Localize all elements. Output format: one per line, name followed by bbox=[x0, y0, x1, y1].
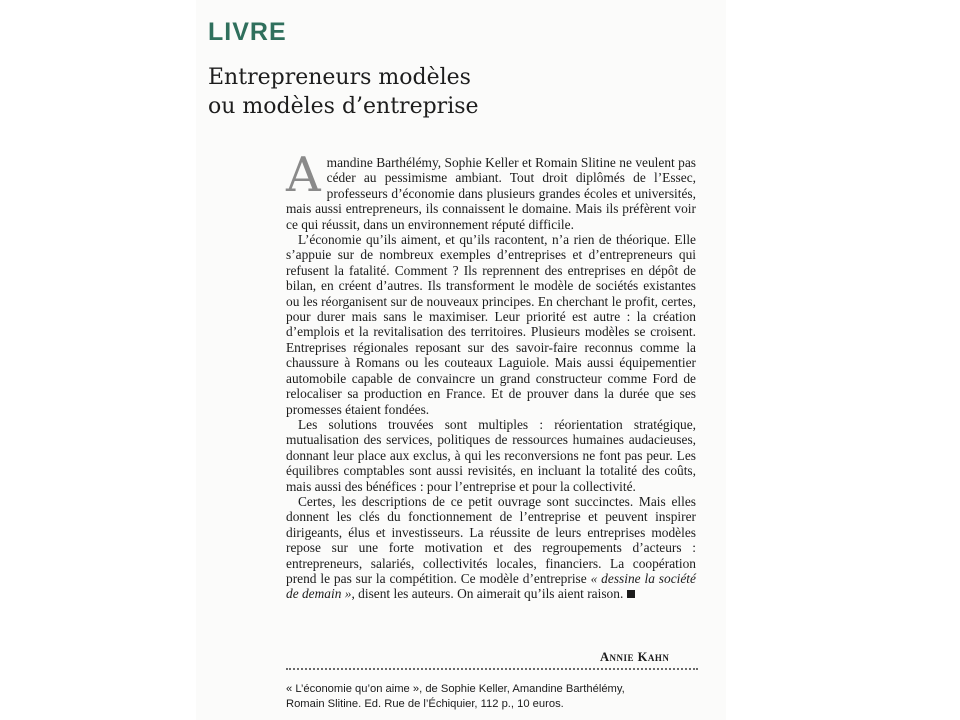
article-paragraph-1-text: mandine Barthélémy, Sophie Keller et Romain Slitine ne veulent pas céder au pessimisme ambiant. Tout droit diplômés de l’Essec, professeurs d’économie dans plusieurs grandes écoles et universités, mais aussi entrepreneurs, ils connaissent le domaine. Mais ils préfèrent voir ce qui réussit, dans un environnement réputé difficile. bbox=[286, 155, 696, 232]
article-paragraph-3: Les solutions trouvées sont multiples : réorientation stratégique, mutualisation des services, politiques de ressources humaines audacieuses, donnant leur place aux exclus, à qui les reconversions ne font pas peur. Les équilibres comptables sont aussi revisités, en incluant la totalité des coûts, mais aussi des bénéfices : pour l’entreprise et pour la collectivité. bbox=[286, 416, 696, 494]
headline-line-1: Entrepreneurs modèles bbox=[208, 65, 471, 90]
article-paragraph-2: L’économie qu’ils aiment, et qu’ils racontent, n’a rien de théorique. Elle s’appuie sur de nombreux exemples d’entreprises et d’entrepreneurs qui refusent la fatalité. Comment ? Ils reprennent des entreprises en dépôt de bilan, en créent d’autres. Ils transforment le modèle de sociétés existantes ou les réorganisent sur de nouveaux principes. En cherchant le profit, certes, pour durer mais sans le maximiser. Leur priorité est autre : la création d’emplois et la revitalisation des territoires. Plusieurs modèles se croisent. Entreprises régionales reposant sur des savoir-faire reconnus comme la chaussure à Romans ou les couteaux Laguiole. Mais aussi équipementier automobile capable de convaincre un grand constructeur comme Ford de relocaliser sa production en France. Et de prouver dans la durée que ses promesses étaient fondées. bbox=[286, 232, 696, 417]
book-reference-line-1: « L’économie qu’on aime », de Sophie Keller, Amandine Barthélémy, bbox=[286, 683, 625, 695]
end-mark-icon bbox=[627, 590, 635, 598]
article-paragraph-4-text-a: Certes, les descriptions de ce petit ouvrage sont succinctes. Mais elles donnent les clés du fonctionnement de l’entreprise et peuvent inspirer dirigeants, élus et investisseurs. La réussite de leurs entreprises modèles repose sur une forte motivation et des regroupements d’acteurs : entrepreneurs, salariés, collectivités locales, financiers. La coopération prend le pas sur la compétition. Ce modèle d’entreprise bbox=[286, 493, 696, 586]
drop-cap: A bbox=[286, 147, 321, 203]
headline bbox=[208, 63, 708, 121]
article-body bbox=[286, 147, 696, 602]
author-byline: Annie Kahn bbox=[600, 650, 670, 664]
book-reference bbox=[286, 682, 706, 712]
article-paragraph-4-text-b: , disent les auteurs. On aimerait qu’ils aient raison. bbox=[351, 586, 624, 602]
dotted-separator bbox=[286, 668, 698, 670]
headline-line-2: ou modèles d’entreprise bbox=[208, 94, 479, 119]
article-quote: « dessine la société de demain » bbox=[286, 570, 696, 602]
article-paragraph-1 bbox=[286, 147, 696, 232]
book-reference-line-2: Romain Slitine. Ed. Rue de l’Échiquier, 112 p., 10 euros. bbox=[286, 698, 564, 710]
section-label: LIVRE bbox=[208, 18, 287, 46]
article-paragraph-4 bbox=[286, 494, 696, 602]
